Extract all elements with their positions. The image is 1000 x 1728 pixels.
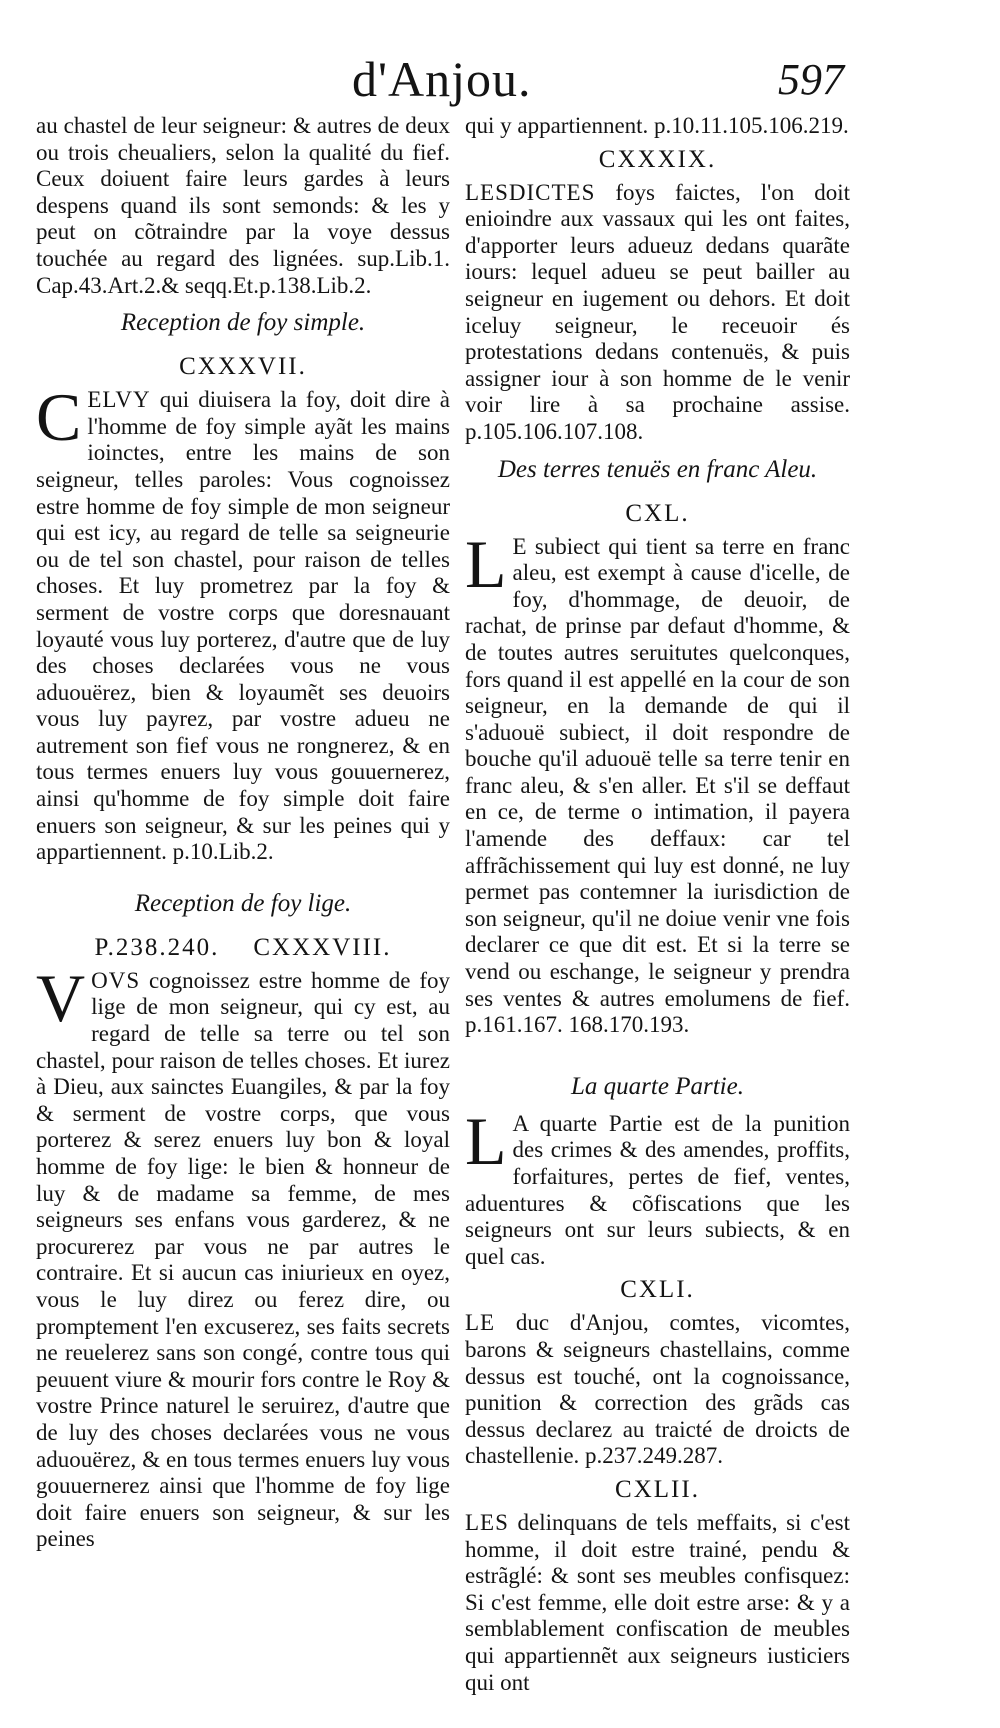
article-text <box>465 1510 850 1696</box>
article-number: CXL. <box>625 499 690 527</box>
article-number: CXLII. <box>615 1475 700 1503</box>
lead-word: OVS <box>91 967 141 993</box>
drop-cap: L <box>465 525 507 602</box>
article-body: delinquans de tels meffaits, si c'est homme, il doit estre trainé, pendu & estrãglé: & sont ses meubles confisquez: Si c'est femme, elle doit estre arse: & y a semblablement confiscation de meubles qui appartiennẽt aux seigneurs iusticiers qui ont <box>465 1509 850 1695</box>
article-text <box>36 379 450 866</box>
article-number <box>36 928 450 968</box>
section-heading: Des terres tenuës en franc Aleu. <box>497 455 818 483</box>
article-body: E subiect qui tient sa terre en franc aleu, est exempt à cause d'icelle, de foy, d'hommage, de deuoir, de rachat, de prinse par defaut d'homme, & de toutes autres seruitutes quelconques, fors quand il est appellé en la cour de son seigneur, en la demande de qui il s'aduouë subiect, il doit respondre de bouche qu'il aduouë telle sa terre tenir en franc aleu, & s'en aller. Et s'il se deffaut en ce, de terme o intimation, il payera l'amende des deffaux: car tel affrãchissement qui luy est donné, ne luy permet pas contemner la iurisdiction de son seigneur, qu'il ne doiue venir vne fois declarer ce que dit est. Et si la terre se vend ou eschange, le seigneur y prendra ses ventes & autres emolumens de fief. p.161.167. 168.170.193. <box>465 533 850 1038</box>
drop-cap: L <box>465 1102 507 1179</box>
lead-word: LES <box>465 1509 509 1535</box>
drop-cap: V <box>36 959 86 1036</box>
article-number-label: CXXXVIII. <box>253 933 392 961</box>
left-column <box>36 113 450 1553</box>
page-number: 597 <box>778 55 844 104</box>
lead-word: ELVY <box>87 387 151 413</box>
article-text <box>465 180 850 446</box>
article-text <box>465 1310 850 1470</box>
page-reference: P.238.240. <box>94 933 220 961</box>
article-body: qui diuisera la foy, doit dire à l'homme de foy simple ayãt les mains ioinctes, entre les mains de son seigneur, telles paroles: Vous cognoissez estre homme de foy simple de mon seigneur qui est icy, au regard de telle sa seigneurie ou de tel son chastel, pour raison de telles choses. Et luy prometrez par la foy & serment de vostre corps que doresnauant loyauté vous luy porterez, d'autre que de luy des choses declarées vous ne vous aduouërez, bien & loyaumẽt ses deuoirs vous luy payrez, par vostre adueu ne autrement son fief vous ne rongnerez, & en tous termes enuers luy vous gouuernerez, ainsi qu'homme de foy simple doit faire enuers son seigneur, & sur les peines qui y appartiennent. p.10.Lib.2. <box>36 387 450 865</box>
article-number: CXLI. <box>620 1276 695 1304</box>
drop-cap: C <box>36 379 82 456</box>
continued-paragraph: au chastel de leur seigneur: & autres de deux ou trois cheualiers, selon la qualité du fief. Ceux doiuent faire leurs gardes à leurs despens quand ils sont semonds: & les y peut on cõtraindre par la voye dessus touchée au regard des lignées. sup.Lib.1. Cap.43.Art.2.& seqq.Et.p.138.Lib.2. <box>36 113 450 298</box>
page-header <box>0 44 1000 114</box>
section-heading: Reception de foy simple. <box>120 309 366 337</box>
article-body: foys faictes, l'on doit enioindre aux vassaux qui les ont faites, d'apporter leurs adueuz dedans quarãte iours: lequel adueu se peut bailler au seigneur en iugement ou dehors. Et doit iceluy seigneur, le receuoir és protestations dedans contenuës, & puis assigner iour à son homme de le venir voir lire à sa prochaine assise. p.105.106.107.108. <box>465 179 850 444</box>
article-body: A quarte Partie est de la punition des crimes & des amendes, proffits, forfaitures, pertes de fief, ventes, aduentures & cõfiscations que les seigneurs ont sur leurs subiects, & en quel cas. <box>465 1110 850 1269</box>
running-head: d'Anjou. <box>352 51 532 107</box>
article-text <box>36 959 450 1553</box>
article-number: CXXXIX. <box>598 145 717 173</box>
article-text <box>465 525 850 1039</box>
article-body: duc d'Anjou, comtes, vicomtes, barons & seigneurs chastellains, comme dessus est touché, ont la cognoissance, punition & correction des grãds cas dessus declarez au traicté de droicts de chastellenie. p.237.249.287. <box>465 1310 850 1469</box>
article-text <box>465 1102 850 1271</box>
right-column <box>465 113 850 1696</box>
article-body: cognoissez estre homme de foy lige de mon seigneur, qui cy est, au regard de telle sa terre ou tel son chastel, pour raison de telles choses. Et iurez à Dieu, aux sainctes Euangiles, & par la foy & serment de vostre corps, que vous porterez & serez enuers luy bon & loyal homme de foy lige: le bien & honneur de luy & de madame sa femme, de mes seigneurs ses enfans vous garderez, & ne procurerez par vous ne par autres le contraire. Et si aucun cas iniurieux en oyez, vous le luy direz ou ferez dire, ou promptement l'en excuserez, ses faits secrets ne reuelerez sans son congé, contre tous qui peuuent viure & mourir fors contre le Roy & vostre Prince naturel le seruirez, d'autre que de luy des choses declarées vous ne vous aduouërez, & en tous termes enuers luy vous gouuernerez ainsi que l'homme de foy lige doit faire enuers son seigneur, & sur les peines <box>36 967 450 1552</box>
lead-word: LESDICTES <box>465 179 596 205</box>
article-number: CXXXVII. <box>179 353 307 381</box>
section-heading: Reception de foy lige. <box>134 889 352 917</box>
lead-word: LE <box>465 1310 496 1336</box>
part-heading: La quarte Partie. <box>571 1072 744 1100</box>
continued-paragraph: qui y appartiennent. p.10.11.105.106.219. <box>465 113 849 138</box>
